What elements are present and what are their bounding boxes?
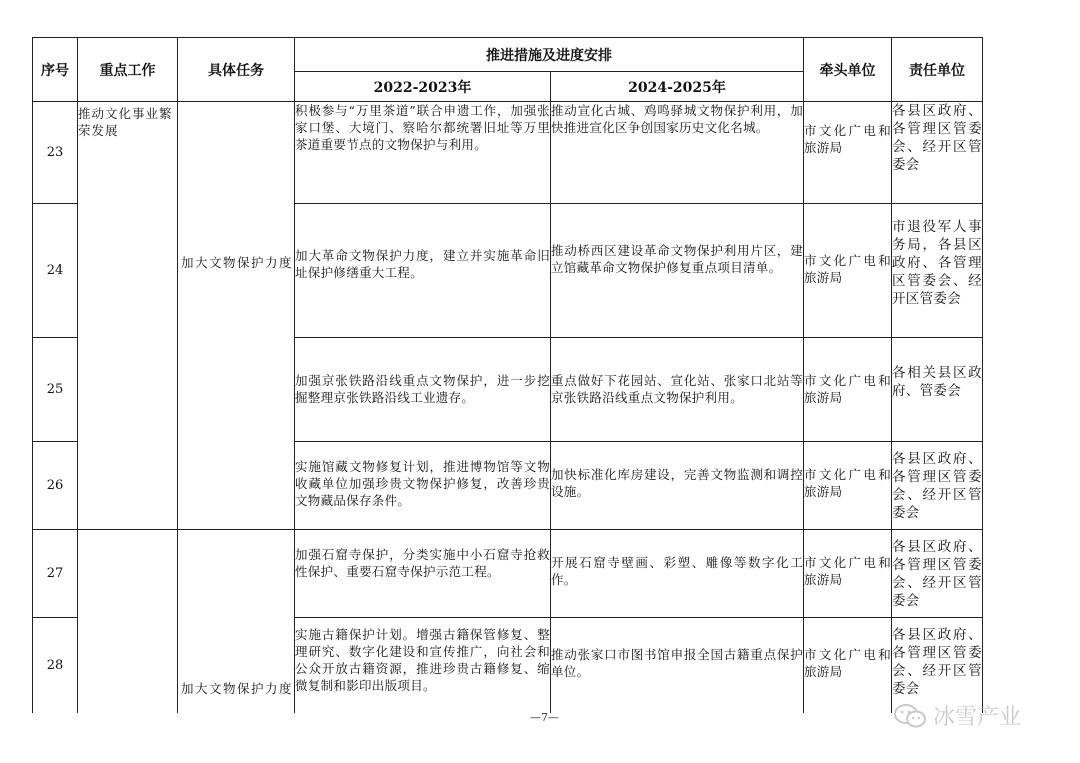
measure-2024-2025: 推动桥西区建设革命文物保护利用片区，建立馆藏革命文物保护修复重点项目清单。 (551, 204, 804, 338)
measure-2022-2023: 实施古籍保护计划。增强古籍保管修复、整理研究、数字化建设和宣传推广，向社会和公众开放古籍资源，推进珍贵古籍修复、缩微复制和影印出版项目。 (295, 618, 551, 713)
measure-2022-2023: 实施馆藏文物修复计划，推进博物馆等文物收藏单位加强珍贵文物保护修复，改善珍贵文物藏品保存条件。 (295, 442, 551, 530)
key-work-cell (78, 530, 178, 713)
responsible-unit: 各县区政府、各管理区管委会、经开区管委会 (892, 442, 983, 530)
responsible-unit: 各县区政府、各管理区管委会、经开区管委会 (892, 530, 983, 618)
header-progress: 推进措施及进度安排 (295, 38, 804, 72)
plan-table (32, 37, 983, 713)
row-number: 26 (33, 442, 78, 530)
row-number: 28 (33, 618, 78, 713)
responsible-unit: 各县区政府、各管理区管委会、经开区管委会 (892, 618, 983, 713)
page-number: —7— (530, 711, 559, 724)
header-key-work: 重点工作 (78, 38, 178, 102)
responsible-unit: 各相关县区政府、管委会 (892, 338, 983, 442)
wechat-icon (893, 703, 927, 729)
key-work-label: 推动文化事业繁荣发展 (78, 106, 173, 138)
responsible-unit: 各县区政府、各管理区管委会、经开区管委会 (892, 102, 983, 204)
watermark (893, 700, 1021, 731)
measure-2022-2023: 加大革命文物保护力度，建立并实施革命旧址保护修缮重大工程。 (295, 204, 551, 338)
task-cell (178, 102, 295, 530)
measure-2024-2025: 推动宣化古城、鸡鸣驿城文物保护利用，加快推进宣化区争创国家历史文化名城。 (551, 102, 804, 204)
lead-unit: 市文化广电和旅游局 (804, 204, 892, 338)
measure-2024-2025: 推动张家口市图书馆申报全国古籍重点保护单位。 (551, 618, 804, 713)
header-task: 具体任务 (178, 38, 295, 102)
header-lead-unit: 牵头单位 (804, 38, 892, 102)
row-number: 23 (33, 102, 78, 204)
watermark-text: 冰雪产业 (933, 705, 1022, 730)
row-number: 25 (33, 338, 78, 442)
table-row (33, 530, 983, 618)
row-number: 27 (33, 530, 78, 618)
header-seq: 序号 (33, 38, 78, 102)
table-row (33, 102, 983, 204)
lead-unit: 市文化广电和旅游局 (804, 530, 892, 618)
measure-2022-2023: 积极参与“万里茶道”联合申遗工作，加强张家口堡、大境门、察哈尔都统署旧址等万里茶道重要节点的文物保护与利用。 (295, 102, 551, 204)
header-period-2022-2023: 2022-2023年 (295, 72, 551, 102)
measure-2024-2025: 重点做好下花园站、宣化站、张家口北站等京张铁路沿线重点文物保护利用。 (551, 338, 804, 442)
lead-unit: 市文化广电和旅游局 (804, 338, 892, 442)
task-label: 加大文物保护力度 (181, 681, 294, 696)
measure-2022-2023: 加强石窟寺保护，分类实施中小石窟寺抢救性保护、重要石窟寺保护示范工程。 (295, 530, 551, 618)
lead-unit: 市文化广电和旅游局 (804, 618, 892, 713)
measure-2024-2025: 开展石窟寺壁画、彩塑、雕像等数字化工作。 (551, 530, 804, 618)
task-label: 加大文物保护力度 (181, 255, 294, 270)
header-period-2024-2025: 2024-2025年 (551, 72, 804, 102)
measure-2022-2023: 加强京张铁路沿线重点文物保护，进一步挖掘整理京张铁路沿线工业遗存。 (295, 338, 551, 442)
lead-unit: 市文化广电和旅游局 (804, 442, 892, 530)
row-number: 24 (33, 204, 78, 338)
header-responsible-unit: 责任单位 (892, 38, 983, 102)
lead-unit: 市文化广电和旅游局 (804, 102, 892, 204)
measure-2024-2025: 加快标准化库房建设，完善文物监测和调控设施。 (551, 442, 804, 530)
responsible-unit: 市退役军人事务局，各县区政府、各管理区管委会、经开区管委会 (892, 204, 983, 338)
key-work-cell (78, 102, 178, 530)
